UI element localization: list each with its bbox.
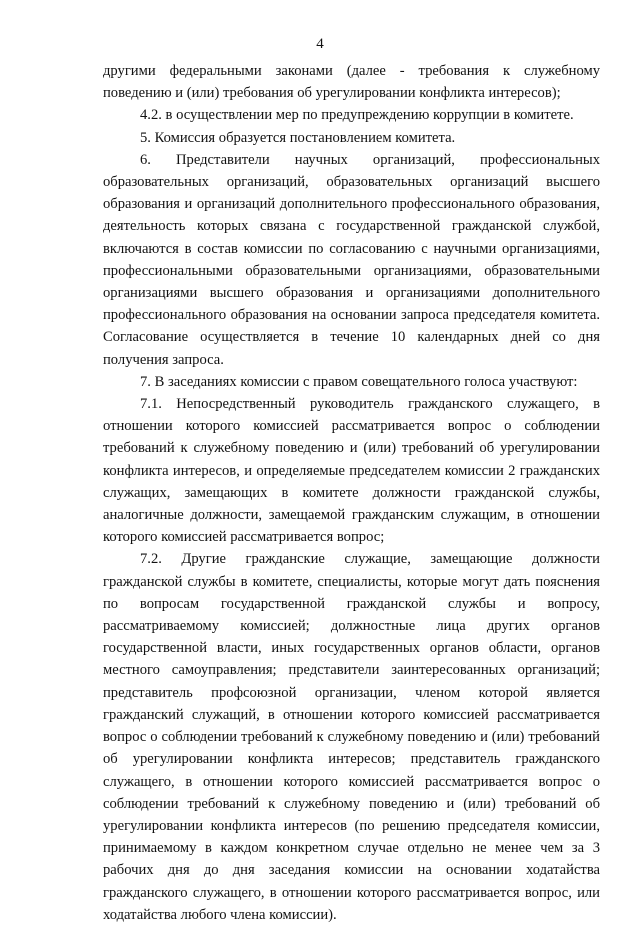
- paragraph-7-2: 7.2. Другие гражданские служащие, замещающие должности гражданской службы в комитете, специалисты, которые могут дать пояснения по вопросам государственной гражданской службы и вопросу, рассматриваемому комиссией; должностные лица других органов государственной власти, иных государственных органов области, органов местного самоуправления; представители заинтересованных организаций; представитель профсоюзной организации, членом которой является гражданский служащий, в отношении которого комиссией рассматривается вопрос о соблюдении требований к служебному поведению и (или) требований об урегулировании конфликта интересов; представитель гражданского служащего, в отношении которого комиссией рассматривается вопрос о соблюдении требований к служебному поведению и (или) требований об урегулировании конфликта интересов (по решению председателя комиссии, принимаемому в каждом конкретном случае отдельно не менее чем за 3 рабочих дня до дня заседания комиссии на основании ходатайства гражданского служащего, в отношении которого рассматривается вопрос, или ходатайства любого члена комиссии).: [103, 551, 600, 923]
- paragraph-5: 5. Комиссия образуется постановлением комитета.: [140, 129, 456, 146]
- paragraph-continuation: другими федеральными законами (далее - требования к служебному поведению и (или) требования об урегулировании конфликта интересов);: [103, 63, 600, 102]
- page-number: 4: [316, 36, 324, 52]
- paragraph-4-2: 4.2. в осуществлении мер по предупреждению коррупции в комитете.: [140, 107, 574, 124]
- paragraph-6: 6. Представители научных организаций, профессиональных образовательных организаций, образовательных организаций высшего образования и организаций дополнительного профессионального образования, деятельность которых связана с государственной гражданской службой, включаются в состав комиссии по согласованию с научными организациями, профессиональными образовательными организациями, образовательными организациями высшего образования и организациями дополнительного профессионального образования на основании запроса председателя комитета. Согласование осуществляется в течение 10 календарных дней со дня получения запроса.: [103, 151, 600, 368]
- paragraph-7-1: 7.1. Непосредственный руководитель гражданского служащего, в отношении которого комиссией рассматривается вопрос о соблюдении требований к служебному поведению и (или) требований об урегулировании конфликта интересов, и определяемые председателем комиссии 2 гражданских служащих, замещающих в комитете должности гражданской службы, аналогичные должности, замещаемой гражданским служащим, в отношении которого комиссией рассматривается вопрос;: [103, 396, 600, 546]
- document-body: [103, 60, 600, 926]
- paragraph-7: 7. В заседаниях комиссии с правом совещательного голоса участвуют:: [140, 373, 578, 390]
